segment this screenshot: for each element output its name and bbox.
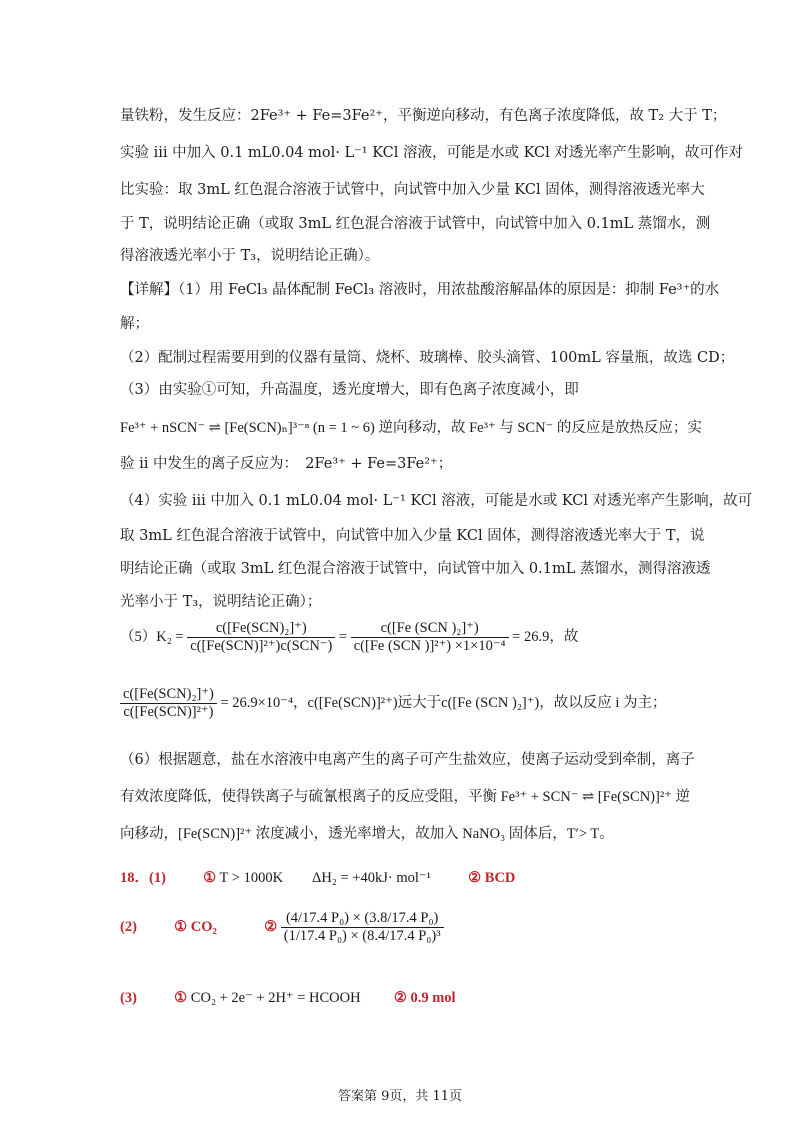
k2-suffix: = 26.9，故 (512, 628, 579, 645)
answer-value: BCD (484, 870, 516, 886)
page-footer: 答案第 9页，共 11页 (337, 1089, 463, 1104)
k2-frac2-num: c([Fe (SCN )₂]⁺) (351, 620, 509, 638)
text-line: 光率小于 T₃，说明结论正确）； (120, 594, 322, 610)
k2-frac1-num: c([Fe(SCN)₂]⁺) (187, 620, 335, 638)
text-line: （6）根据题意，盐在水溶液中电离产生的离子可产生盐效应，使离子运动受到牵制，离子 (120, 752, 695, 768)
text-line: 验 ii 中发生的离子反应为： 2Fe³⁺ + Fe=3Fe²⁺； (120, 456, 453, 472)
text-line: 得溶液透光率小于 T₃，说明结论正确）。 (120, 248, 380, 264)
text-line: 取 3mL 红色混合溶液于试管中，向试管中加入少量 KCl 固体，测得溶液透光率大于 T，说 (120, 528, 705, 544)
text-line: 向移动，[Fe(SCN)]²⁺ 浓度减小，透光率增大，故加入 NaNO₃ 固体后，T′> T。 (120, 826, 614, 842)
ratio-num: c([Fe(SCN)₂]⁺) (120, 686, 217, 704)
text-line: 于 T，说明结论正确（或取 3mL 红色混合溶液于试管中，向试管中加入 0.1mL 蒸馏水，测 (120, 216, 711, 232)
text-line: 明结论正确（或取 3mL 红色混合溶液于试管中，向试管中加入 0.1mL 蒸馏水，测得溶液透 (120, 561, 711, 577)
answer-18-3 (120, 990, 456, 1007)
text-line: 量铁粉，发生反应：2Fe³⁺ + Fe=3Fe²⁺，平衡逆向移动，有色离子浓度降低，故 T₂ 大于 T； (120, 108, 727, 124)
ratio-text: = 26.9×10⁻⁴，c([Fe(SCN)]²⁺)远大于c([Fe (SCN )₂]⁺)，故以反应 i 为主； (220, 694, 667, 711)
answer-mark: ① (174, 918, 188, 935)
text-line: 实验 iii 中加入 0.1 mL0.04 mol· L⁻¹ KCl 溶液，可能是水或 KCl 对透光率产生影响，故可作对 (120, 145, 743, 161)
kp-den: (1/17.4 P₀) × (8.4/17.4 P₀)³ (283, 928, 441, 944)
kp-num: (4/17.4 P₀) × (3.8/17.4 P₀) (281, 910, 444, 928)
text-line: （4）实验 iii 中加入 0.1 mL0.04 mol· L⁻¹ KCl 溶液，可能是水或 KCl 对透光率产生影响，故可 (120, 493, 753, 509)
k2-frac1-den: c([Fe(SCN)]²⁺)c(SCN⁻) (190, 638, 333, 654)
k2-frac2-den: c([Fe (SCN )]²⁺) ×1×10⁻⁴ (353, 638, 506, 654)
k2-fraction-1 (187, 620, 335, 655)
answer-18-1 (120, 866, 515, 887)
k2-fraction-2 (351, 620, 509, 655)
answer-18-2 (120, 910, 444, 945)
answer-mark: ② (264, 918, 278, 935)
text-line: （2）配制过程需要用到的仪器有量筒、烧杯、玻璃棒、胶头滴管、100mL 容量瓶，故选 CD； (120, 350, 735, 366)
text-line: （3）由实验①可知，升高温度，透光度增大，即有色离子浓度减小，即 (120, 382, 579, 398)
question-label: 18．(1) (120, 870, 166, 886)
ratio-fraction (120, 686, 217, 721)
answer-value: T > 1000K ΔH₂ = +40kJ· mol⁻¹ (219, 870, 431, 886)
ratio-den: c([Fe(SCN)]²⁺) (123, 704, 214, 720)
text-line: 比实验：取 3mL 红色混合溶液于试管中，向试管中加入少量 KCl 固体，测得溶液透光率大 (120, 182, 705, 198)
answer-mark: ① (174, 990, 188, 1006)
k2-expression: （5）K₂ = $\frac{\text{c([Fe(SCN)₂]⁺)}}{\text{c([Fe(SCN)]²⁺)c(SCN⁻)}}$ = $\frac{\text{c([Fe (SCN )₂]⁺)}}{\text{c([Fe (SCN )]²⁺) ×1×10⁻⁴}}$ = 26.9，故 (120, 620, 579, 654)
answer-value: CO₂ (190, 918, 217, 935)
question-label: (2) (120, 918, 137, 935)
ratio-expression (120, 686, 666, 721)
k2-prefix: （5）K₂ = (120, 628, 184, 645)
equilibrium-line: Fe³⁺ + nSCN⁻ ⇌ [Fe(SCN)ₙ]³⁻ⁿ (n = 1 ~ 6) 逆向移动，故 Fe³⁺ 与 SCN⁻ 的反应是放热反应；实 (120, 420, 702, 436)
answer-value: 0.9 mol (410, 990, 456, 1006)
text-line: 【详解】（1）用 FeCl₃ 晶体配制 FeCl₃ 溶液时，用浓盐酸溶解晶体的原因是：抑制 Fe³⁺的水 (120, 282, 720, 298)
text-line: 有效浓度降低，使得铁离子与硫氰根离子的反应受阻，平衡 Fe³⁺ + SCN⁻ ⇌ [Fe(SCN)]²⁺ 逆 (120, 789, 690, 805)
answer-mark: ② (393, 990, 407, 1006)
text-line: 解； (120, 316, 149, 332)
answer-mark: ① (203, 870, 217, 886)
answer-mark: ② (468, 870, 482, 886)
question-label: (3) (120, 990, 137, 1006)
answer-value: CO₂ + 2e⁻ + 2H⁺ = HCOOH (190, 990, 361, 1006)
kp-fraction (281, 910, 444, 945)
